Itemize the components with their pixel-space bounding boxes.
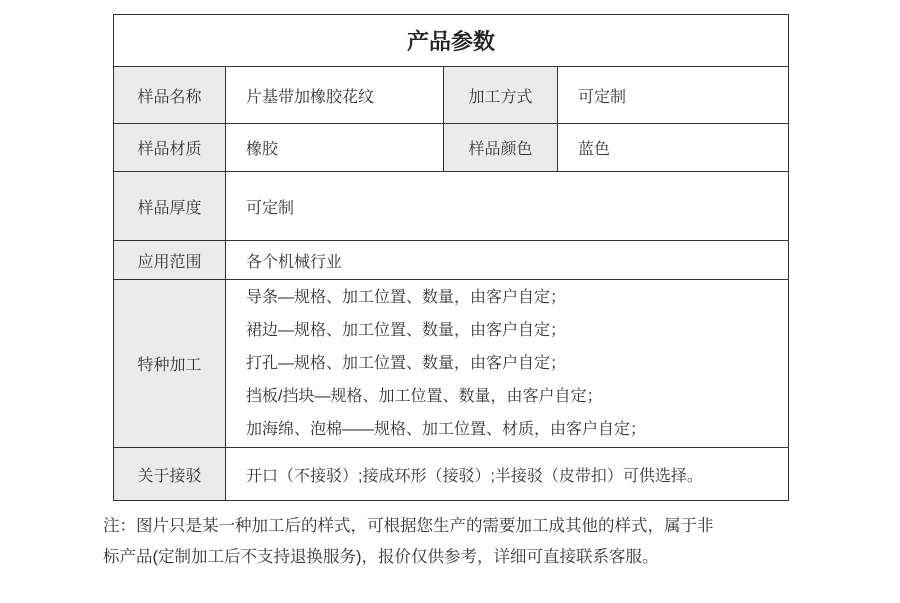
special-processing-line: 导条—规格、加工位置、数量，由客户自定； (246, 289, 567, 306)
label-processing-method: 加工方式 (444, 67, 558, 124)
row-special-processing (114, 280, 789, 448)
label-special-processing: 特种加工 (114, 280, 226, 448)
value-special-processing (226, 280, 789, 448)
product-params-table (113, 14, 789, 501)
footer-note (103, 511, 823, 573)
special-processing-line: 打孔—规格、加工位置、数量，由客户自定； (246, 355, 567, 372)
label-sample-name: 样品名称 (114, 67, 226, 124)
title-row (114, 15, 789, 67)
row-sample-thickness (114, 172, 789, 241)
label-splicing: 关于接驳 (114, 448, 226, 501)
row-splicing (114, 448, 789, 501)
note-line: 注：图片只是某一种加工后的样式，可根据您生产的需要加工成其他的样式，属于非 (103, 517, 714, 535)
label-sample-thickness: 样品厚度 (114, 172, 226, 241)
value-processing-method: 可定制 (558, 67, 789, 124)
value-splicing: 开口（不接驳）;接成环形（接驳）;半接驳（皮带扣）可供选择。 (226, 448, 789, 501)
value-sample-thickness: 可定制 (226, 172, 789, 241)
table-title: 产品参数 (114, 15, 789, 67)
value-sample-material: 橡胶 (226, 124, 444, 172)
label-sample-material: 样品材质 (114, 124, 226, 172)
row-sample-material (114, 124, 789, 172)
label-sample-color: 样品颜色 (444, 124, 558, 172)
label-application-scope: 应用范围 (114, 241, 226, 280)
special-processing-line: 挡板/挡块—规格、加工位置、数量，由客户自定； (246, 388, 603, 405)
value-sample-name: 片基带加橡胶花纹 (226, 67, 444, 124)
special-processing-line: 裙边—规格、加工位置、数量，由客户自定； (246, 322, 567, 339)
special-processing-line: 加海绵、泡棉——规格、加工位置、材质，由客户自定； (246, 421, 647, 438)
note-line: 标产品(定制加工后不支持退换服务)，报价仅供参考，详细可直接联系客服。 (103, 548, 659, 566)
row-sample-name (114, 67, 789, 124)
value-sample-color: 蓝色 (558, 124, 789, 172)
value-application-scope: 各个机械行业 (226, 241, 789, 280)
row-application-scope (114, 241, 789, 280)
